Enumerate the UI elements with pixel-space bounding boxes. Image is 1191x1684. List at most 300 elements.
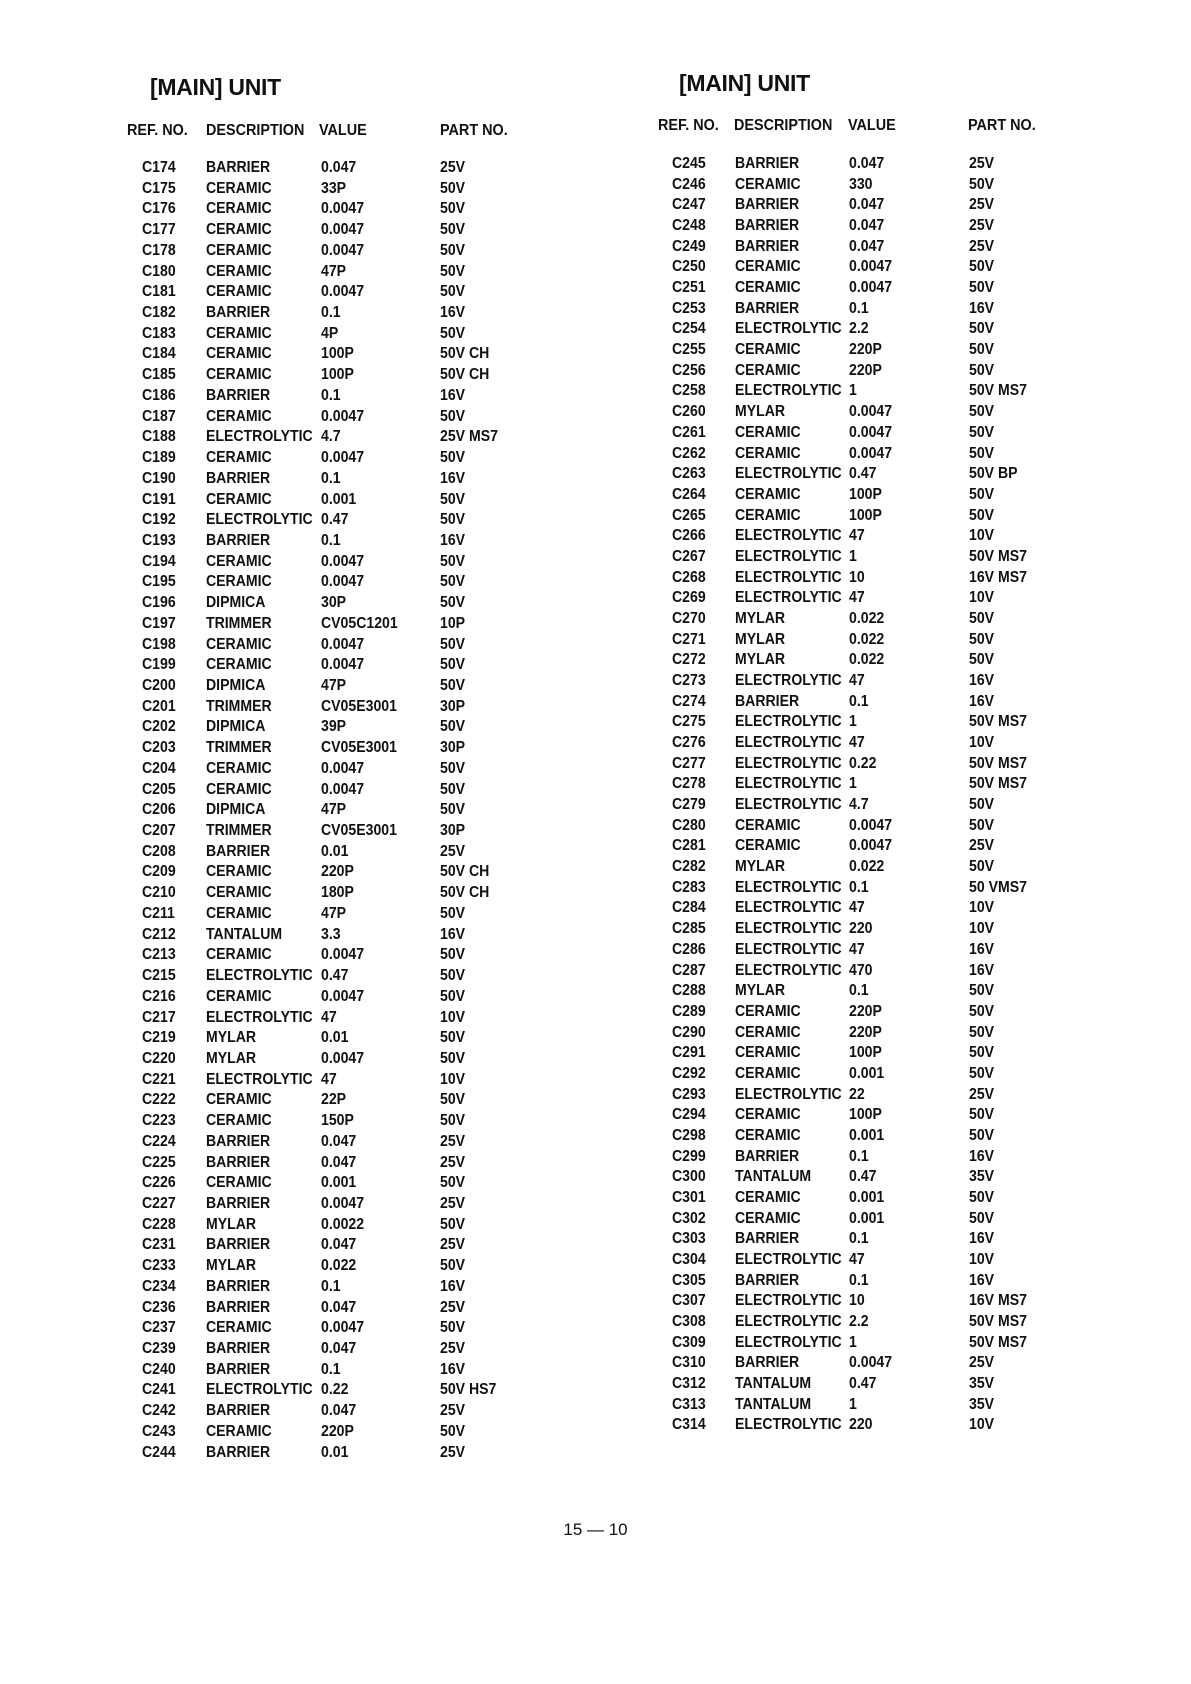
cell-part-no: 25V bbox=[969, 1354, 995, 1372]
cell-part-no: 50V bbox=[440, 324, 466, 342]
cell-part-no: 10V bbox=[969, 1251, 995, 1269]
cell-value: 0.47 bbox=[321, 511, 349, 529]
cell-value: 0.0047 bbox=[849, 423, 893, 441]
cell-part-no: 50V bbox=[969, 816, 995, 834]
cell-description: CERAMIC bbox=[735, 506, 801, 524]
cell-description: MYLAR bbox=[206, 1049, 257, 1067]
cell-description: ELECTROLYTIC bbox=[735, 713, 842, 731]
cell-description: BARRIER bbox=[206, 1132, 271, 1150]
cell-ref-no: C287 bbox=[672, 961, 706, 979]
cell-ref-no: C208 bbox=[142, 842, 176, 860]
cell-description: CERAMIC bbox=[735, 1023, 801, 1041]
cell-description: CERAMIC bbox=[735, 485, 801, 503]
cell-description: TRIMMER bbox=[206, 614, 272, 632]
cell-ref-no: C205 bbox=[142, 780, 176, 798]
cell-ref-no: C216 bbox=[142, 987, 176, 1005]
cell-ref-no: C258 bbox=[672, 382, 706, 400]
cell-ref-no: C211 bbox=[142, 904, 175, 922]
cell-part-no: 50V MS7 bbox=[969, 754, 1027, 772]
cell-value: 0.01 bbox=[321, 1029, 349, 1047]
cell-ref-no: C181 bbox=[142, 283, 176, 301]
cell-part-no: 50V CH bbox=[440, 366, 490, 384]
cell-ref-no: C189 bbox=[142, 449, 176, 467]
cell-ref-no: C272 bbox=[672, 651, 706, 669]
cell-description: ELECTROLYTIC bbox=[735, 465, 842, 483]
cell-description: CERAMIC bbox=[206, 221, 272, 239]
cell-ref-no: C275 bbox=[672, 713, 706, 731]
cell-value: 0.047 bbox=[321, 1340, 357, 1358]
cell-part-no: 50V MS7 bbox=[969, 775, 1027, 793]
cell-part-no: 16V bbox=[440, 386, 466, 404]
cell-value: 0.0047 bbox=[321, 635, 365, 653]
cell-ref-no: C248 bbox=[672, 217, 706, 235]
cell-ref-no: C236 bbox=[142, 1298, 176, 1316]
cell-ref-no: C267 bbox=[672, 547, 706, 565]
cell-part-no: 50V CH bbox=[440, 345, 490, 363]
cell-part-no: 30P bbox=[440, 822, 466, 840]
cell-value: 0.022 bbox=[849, 609, 885, 627]
cell-description: CERAMIC bbox=[735, 341, 801, 359]
cell-ref-no: C308 bbox=[672, 1313, 706, 1331]
cell-ref-no: C187 bbox=[142, 407, 176, 425]
cell-ref-no: C274 bbox=[672, 692, 706, 710]
cell-value: 0.0047 bbox=[321, 407, 365, 425]
cell-ref-no: C294 bbox=[672, 1106, 706, 1124]
cell-part-no: 10V bbox=[969, 920, 995, 938]
cell-part-no: 50V bbox=[969, 1044, 995, 1062]
cell-value: 0.047 bbox=[849, 196, 885, 214]
cell-value: 0.047 bbox=[321, 159, 357, 176]
cell-part-no: 10V bbox=[969, 734, 995, 752]
cell-description: BARRIER bbox=[206, 1153, 271, 1171]
cell-ref-no: C175 bbox=[142, 179, 176, 197]
cell-part-no: 50V bbox=[440, 262, 466, 280]
cell-description: ELECTROLYTIC bbox=[735, 878, 842, 896]
cell-value: 10 bbox=[849, 568, 865, 586]
cell-ref-no: C283 bbox=[672, 878, 706, 896]
cell-part-no: 25V bbox=[440, 1236, 466, 1254]
cell-value: 470 bbox=[849, 961, 873, 979]
cell-part-no: 50V bbox=[969, 320, 995, 338]
cell-description: ELECTROLYTIC bbox=[206, 1008, 313, 1026]
cell-description: ELECTROLYTIC bbox=[735, 568, 842, 586]
cell-part-no: 35V bbox=[969, 1168, 995, 1186]
page-number: 15 — 10 bbox=[563, 1520, 628, 1539]
cell-value: 0.1 bbox=[849, 1230, 869, 1248]
cell-value: 0.047 bbox=[849, 155, 885, 172]
cell-description: MYLAR bbox=[206, 1215, 257, 1233]
cell-ref-no: C174 bbox=[142, 159, 176, 176]
cell-description: CERAMIC bbox=[206, 407, 272, 425]
cell-part-no: 25V bbox=[440, 1443, 466, 1461]
cell-part-no: 50V bbox=[440, 677, 466, 694]
cell-part-no: 50V bbox=[969, 1189, 995, 1206]
cell-description: CERAMIC bbox=[206, 573, 272, 591]
cell-value: 47 bbox=[849, 940, 865, 958]
cell-description: BARRIER bbox=[206, 386, 271, 404]
cell-part-no: 25V bbox=[440, 1402, 466, 1420]
cell-description: CERAMIC bbox=[206, 987, 272, 1005]
cell-description: CERAMIC bbox=[206, 345, 272, 363]
cell-description: CERAMIC bbox=[735, 1044, 801, 1062]
cell-ref-no: C220 bbox=[142, 1049, 176, 1067]
cell-description: CERAMIC bbox=[206, 656, 272, 674]
cell-description: CERAMIC bbox=[735, 816, 801, 834]
cell-description: BARRIER bbox=[735, 217, 800, 235]
cell-ref-no: C313 bbox=[672, 1395, 706, 1413]
left-unit-title: [MAIN] UNIT bbox=[150, 74, 281, 100]
cell-ref-no: C209 bbox=[142, 863, 176, 881]
cell-ref-no: C225 bbox=[142, 1153, 176, 1171]
cell-ref-no: C280 bbox=[672, 816, 706, 834]
cell-value: 47 bbox=[849, 672, 865, 689]
cell-value: 150P bbox=[321, 1112, 354, 1130]
cell-description: ELECTROLYTIC bbox=[206, 1070, 313, 1088]
cell-part-no: 50V bbox=[969, 175, 995, 193]
cell-description: BARRIER bbox=[735, 1271, 800, 1289]
cell-value: 22P bbox=[321, 1091, 347, 1109]
cell-description: CERAMIC bbox=[735, 1002, 801, 1020]
cell-value: 220P bbox=[321, 1422, 354, 1440]
cell-ref-no: C251 bbox=[672, 279, 706, 297]
cell-ref-no: C276 bbox=[672, 734, 706, 752]
cell-description: BARRIER bbox=[206, 304, 271, 322]
cell-description: CERAMIC bbox=[206, 863, 272, 881]
cell-value: 0.0047 bbox=[321, 946, 365, 964]
cell-part-no: 50V bbox=[440, 1112, 466, 1130]
cell-ref-no: C314 bbox=[672, 1416, 706, 1434]
cell-value: 0.47 bbox=[849, 1375, 877, 1393]
cell-part-no: 50V bbox=[440, 573, 466, 591]
cell-part-no: 50V bbox=[440, 449, 466, 467]
cell-part-no: 16V bbox=[440, 925, 466, 943]
cell-value: 47 bbox=[321, 1008, 337, 1026]
cell-value: CV05E3001 bbox=[321, 697, 397, 715]
cell-part-no: 25V bbox=[440, 1340, 466, 1358]
cell-description: ELECTROLYTIC bbox=[735, 899, 842, 917]
cell-value: 0.022 bbox=[849, 651, 885, 669]
cell-value: 0.1 bbox=[321, 386, 341, 404]
cell-ref-no: C237 bbox=[142, 1319, 176, 1337]
cell-description: CERAMIC bbox=[735, 258, 801, 276]
cell-value: 0.1 bbox=[321, 469, 341, 487]
cell-part-no: 50V bbox=[440, 1215, 466, 1233]
cell-part-no: 25V bbox=[440, 1298, 466, 1316]
cell-ref-no: C278 bbox=[672, 775, 706, 793]
cell-description: ELECTROLYTIC bbox=[735, 775, 842, 793]
cell-part-no: 10V bbox=[440, 1008, 466, 1026]
header-ref-no: REF. NO. bbox=[658, 117, 719, 134]
cell-description: CERAMIC bbox=[206, 283, 272, 301]
cell-ref-no: C200 bbox=[142, 677, 176, 694]
cell-value: 0.0047 bbox=[321, 656, 365, 674]
cell-ref-no: C269 bbox=[672, 589, 706, 607]
cell-value: 100P bbox=[321, 366, 354, 384]
cell-description: ELECTROLYTIC bbox=[735, 1313, 842, 1331]
cell-value: 100P bbox=[849, 506, 882, 524]
cell-ref-no: C246 bbox=[672, 175, 706, 193]
cell-ref-no: C288 bbox=[672, 982, 706, 1000]
cell-value: 0.047 bbox=[321, 1402, 357, 1420]
cell-description: CERAMIC bbox=[206, 1319, 272, 1337]
cell-description: CERAMIC bbox=[206, 324, 272, 342]
cell-ref-no: C193 bbox=[142, 531, 176, 549]
cell-value: 0.0047 bbox=[849, 403, 893, 421]
cell-value: 100P bbox=[849, 1106, 882, 1124]
cell-value: 39P bbox=[321, 718, 347, 736]
cell-part-no: 50V bbox=[969, 651, 995, 669]
cell-value: 0.47 bbox=[849, 1168, 877, 1186]
cell-description: BARRIER bbox=[206, 531, 271, 549]
cell-value: 2.2 bbox=[849, 1313, 869, 1331]
cell-ref-no: C301 bbox=[672, 1189, 706, 1206]
cell-description: ELECTROLYTIC bbox=[735, 920, 842, 938]
cell-value: 0.001 bbox=[849, 1189, 885, 1206]
cell-ref-no: C245 bbox=[672, 155, 706, 172]
cell-part-no: 50V bbox=[440, 179, 466, 197]
cell-description: CERAMIC bbox=[206, 884, 272, 902]
cell-ref-no: C264 bbox=[672, 485, 706, 503]
cell-ref-no: C188 bbox=[142, 428, 176, 446]
cell-ref-no: C219 bbox=[142, 1029, 176, 1047]
cell-description: ELECTROLYTIC bbox=[735, 796, 842, 814]
cell-ref-no: C302 bbox=[672, 1209, 706, 1227]
cell-value: 0.001 bbox=[849, 1064, 885, 1082]
cell-value: 4.7 bbox=[321, 428, 341, 446]
cell-part-no: 50V bbox=[440, 946, 466, 964]
cell-ref-no: C212 bbox=[142, 925, 176, 943]
cell-part-no: 50V bbox=[440, 221, 466, 239]
cell-ref-no: C292 bbox=[672, 1064, 706, 1082]
cell-value: 0.001 bbox=[321, 1174, 357, 1192]
cell-value: 0.0047 bbox=[321, 1195, 365, 1212]
cell-description: CERAMIC bbox=[206, 241, 272, 259]
cell-ref-no: C260 bbox=[672, 403, 706, 421]
cell-ref-no: C309 bbox=[672, 1333, 706, 1351]
cell-part-no: 50V bbox=[969, 1126, 995, 1144]
cell-description: CERAMIC bbox=[206, 262, 272, 280]
cell-part-no: 50V HS7 bbox=[440, 1381, 497, 1399]
cell-value: 0.01 bbox=[321, 1443, 349, 1461]
cell-ref-no: C300 bbox=[672, 1168, 706, 1186]
cell-part-no: 35V bbox=[969, 1395, 995, 1413]
cell-description: BARRIER bbox=[735, 299, 800, 317]
cell-description: DIPMICA bbox=[206, 677, 266, 694]
cell-part-no: 50V bbox=[440, 718, 466, 736]
cell-value: 47P bbox=[321, 801, 347, 819]
cell-ref-no: C198 bbox=[142, 635, 176, 653]
cell-description: BARRIER bbox=[206, 1277, 271, 1295]
cell-ref-no: C285 bbox=[672, 920, 706, 938]
cell-description: ELECTROLYTIC bbox=[206, 428, 313, 446]
cell-ref-no: C184 bbox=[142, 345, 176, 363]
cell-ref-no: C239 bbox=[142, 1340, 176, 1358]
cell-value: 220 bbox=[849, 920, 873, 938]
cell-description: BARRIER bbox=[206, 469, 271, 487]
cell-description: BARRIER bbox=[206, 842, 271, 860]
cell-value: 0.0047 bbox=[321, 552, 365, 570]
cell-part-no: 16V bbox=[969, 961, 995, 979]
cell-part-no: 25V bbox=[969, 237, 995, 255]
header-value: VALUE bbox=[848, 117, 896, 134]
cell-value: 0.0047 bbox=[321, 780, 365, 798]
cell-part-no: 35V bbox=[969, 1375, 995, 1393]
cell-ref-no: C190 bbox=[142, 469, 176, 487]
cell-value: 0.001 bbox=[849, 1126, 885, 1144]
cell-part-no: 50V bbox=[440, 1422, 466, 1440]
cell-description: MYLAR bbox=[735, 982, 786, 1000]
cell-description: CERAMIC bbox=[206, 1174, 272, 1192]
cell-part-no: 50V bbox=[969, 982, 995, 1000]
cell-ref-no: C176 bbox=[142, 200, 176, 218]
cell-ref-no: C203 bbox=[142, 739, 176, 757]
cell-ref-no: C217 bbox=[142, 1008, 176, 1026]
cell-value: CV05C1201 bbox=[321, 614, 398, 632]
cell-ref-no: C284 bbox=[672, 899, 706, 917]
cell-value: 0.0047 bbox=[849, 816, 893, 834]
cell-value: 0.22 bbox=[849, 754, 877, 772]
cell-part-no: 50V bbox=[440, 1091, 466, 1109]
cell-part-no: 50V bbox=[440, 1257, 466, 1275]
cell-description: BARRIER bbox=[206, 1195, 271, 1212]
cell-value: CV05E3001 bbox=[321, 739, 397, 757]
cell-description: BARRIER bbox=[735, 1354, 800, 1372]
cell-value: 100P bbox=[849, 485, 882, 503]
cell-part-no: 10V bbox=[969, 899, 995, 917]
cell-ref-no: C262 bbox=[672, 444, 706, 462]
cell-value: 0.0047 bbox=[321, 759, 365, 777]
cell-value: 100P bbox=[849, 1044, 882, 1062]
cell-description: CERAMIC bbox=[206, 179, 272, 197]
cell-value: 0.0047 bbox=[321, 283, 365, 301]
cell-ref-no: C243 bbox=[142, 1422, 176, 1440]
cell-ref-no: C191 bbox=[142, 490, 176, 508]
cell-part-no: 50V CH bbox=[440, 884, 490, 902]
cell-part-no: 50V bbox=[440, 987, 466, 1005]
cell-part-no: 25V bbox=[440, 1153, 466, 1171]
cell-value: 0.001 bbox=[849, 1209, 885, 1227]
cell-value: 220 bbox=[849, 1416, 873, 1434]
cell-value: 220P bbox=[321, 863, 354, 881]
cell-part-no: 30P bbox=[440, 697, 466, 715]
cell-ref-no: C233 bbox=[142, 1257, 176, 1275]
cell-value: 47P bbox=[321, 904, 347, 922]
cell-ref-no: C180 bbox=[142, 262, 176, 280]
cell-value: 0.1 bbox=[321, 1360, 341, 1378]
header-value: VALUE bbox=[319, 122, 367, 139]
cell-value: 0.0047 bbox=[321, 1319, 365, 1337]
cell-ref-no: C234 bbox=[142, 1277, 176, 1295]
cell-part-no: 50V bbox=[440, 1174, 466, 1192]
cell-ref-no: C177 bbox=[142, 221, 176, 239]
cell-description: CERAMIC bbox=[206, 490, 272, 508]
cell-ref-no: C290 bbox=[672, 1023, 706, 1041]
cell-part-no: 16V bbox=[969, 1147, 995, 1165]
cell-value: 0.047 bbox=[321, 1298, 357, 1316]
cell-value: 1 bbox=[849, 1333, 857, 1351]
cell-description: CERAMIC bbox=[206, 635, 272, 653]
cell-part-no: 10V bbox=[969, 589, 995, 607]
cell-description: DIPMICA bbox=[206, 801, 266, 819]
cell-description: CERAMIC bbox=[735, 175, 801, 193]
cell-part-no: 50V bbox=[969, 279, 995, 297]
cell-description: TRIMMER bbox=[206, 822, 272, 840]
cell-part-no: 25V MS7 bbox=[440, 428, 498, 446]
cell-description: TRIMMER bbox=[206, 697, 272, 715]
cell-part-no: 50V bbox=[969, 341, 995, 359]
cell-description: CERAMIC bbox=[206, 759, 272, 777]
cell-value: 3.3 bbox=[321, 925, 341, 943]
cell-ref-no: C263 bbox=[672, 465, 706, 483]
cell-description: BARRIER bbox=[206, 1360, 271, 1378]
cell-description: BARRIER bbox=[735, 237, 800, 255]
header-part-no: PART NO. bbox=[968, 117, 1036, 134]
cell-description: BARRIER bbox=[735, 1230, 800, 1248]
cell-ref-no: C207 bbox=[142, 822, 176, 840]
cell-part-no: 50V bbox=[969, 858, 995, 876]
cell-value: 0.047 bbox=[321, 1236, 357, 1254]
cell-part-no: 50V bbox=[969, 444, 995, 462]
cell-ref-no: C312 bbox=[672, 1375, 706, 1393]
cell-ref-no: C265 bbox=[672, 506, 706, 524]
cell-ref-no: C221 bbox=[142, 1070, 176, 1088]
cell-value: 0.047 bbox=[849, 237, 885, 255]
cell-ref-no: C204 bbox=[142, 759, 176, 777]
cell-description: ELECTROLYTIC bbox=[735, 382, 842, 400]
cell-description: BARRIER bbox=[735, 155, 800, 172]
cell-description: ELECTROLYTIC bbox=[735, 589, 842, 607]
cell-value: 0.1 bbox=[849, 692, 869, 710]
cell-ref-no: C227 bbox=[142, 1195, 176, 1212]
cell-value: 1 bbox=[849, 382, 857, 400]
cell-description: BARRIER bbox=[206, 1236, 271, 1254]
cell-value: 1 bbox=[849, 775, 857, 793]
cell-description: TANTALUM bbox=[735, 1395, 812, 1413]
cell-value: 0.47 bbox=[849, 465, 877, 483]
cell-description: CERAMIC bbox=[735, 1189, 801, 1206]
cell-value: 0.47 bbox=[321, 967, 349, 985]
cell-ref-no: C281 bbox=[672, 837, 706, 855]
cell-value: 0.0047 bbox=[321, 449, 365, 467]
header-description: DESCRIPTION bbox=[734, 117, 833, 134]
cell-value: 0.1 bbox=[849, 299, 869, 317]
cell-value: 0.1 bbox=[849, 878, 869, 896]
cell-description: MYLAR bbox=[735, 858, 786, 876]
cell-part-no: 50V bbox=[440, 904, 466, 922]
right-unit-title: [MAIN] UNIT bbox=[679, 70, 810, 96]
cell-part-no: 50V BP bbox=[969, 465, 1018, 483]
cell-ref-no: C307 bbox=[672, 1292, 706, 1310]
cell-description: BARRIER bbox=[206, 1443, 271, 1461]
cell-description: CERAMIC bbox=[735, 1106, 801, 1124]
cell-description: CERAMIC bbox=[735, 444, 801, 462]
cell-value: 47 bbox=[849, 589, 865, 607]
cell-ref-no: C310 bbox=[672, 1354, 706, 1372]
cell-part-no: 50V bbox=[440, 759, 466, 777]
cell-value: 100P bbox=[321, 345, 354, 363]
cell-value: 47 bbox=[849, 527, 865, 545]
cell-value: 0.1 bbox=[321, 304, 341, 322]
cell-part-no: 25V bbox=[440, 1195, 466, 1212]
cell-ref-no: C247 bbox=[672, 196, 706, 214]
cell-description: ELECTROLYTIC bbox=[735, 1333, 842, 1351]
cell-ref-no: C215 bbox=[142, 967, 176, 985]
cell-value: 0.0047 bbox=[321, 241, 365, 259]
cell-part-no: 50V bbox=[440, 635, 466, 653]
cell-description: ELECTROLYTIC bbox=[735, 754, 842, 772]
cell-value: 30P bbox=[321, 594, 347, 612]
cell-value: 0.1 bbox=[321, 531, 341, 549]
